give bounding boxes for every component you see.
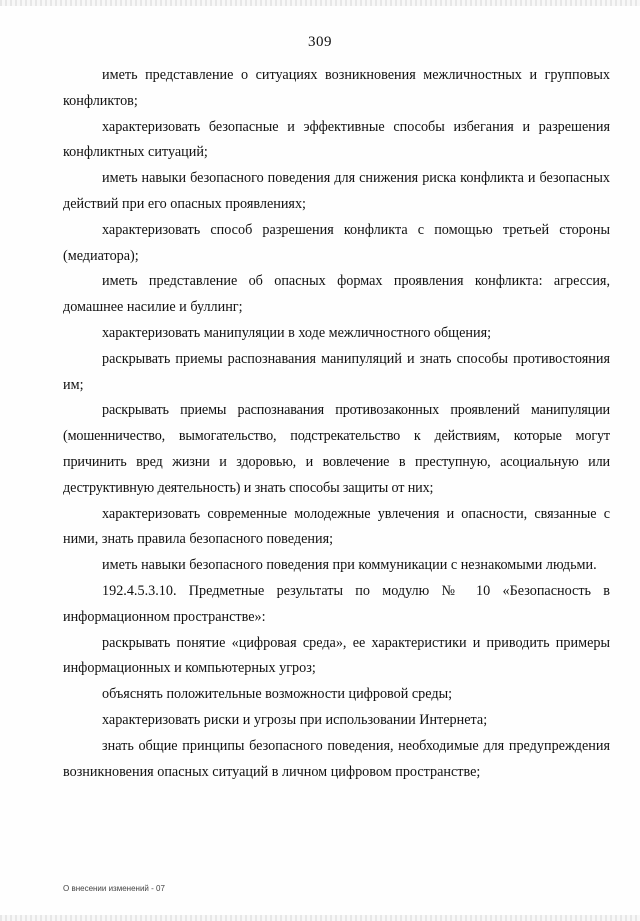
- paragraph: иметь навыки безопасного поведения для снижения риска конфликта и безопасных действий при его опасных проявлениях;: [63, 170, 610, 212]
- paragraph: характеризовать способ разрешения конфликта с помощью третьей стороны (медиатора);: [63, 221, 610, 264]
- paragraph: характеризовать безопасные и эффективные способы избегания и разрешения конфликтных ситуаций;: [63, 118, 610, 161]
- document-body: [63, 63, 610, 785]
- paragraph: знать общие принципы безопасного поведения, необходимые для предупреждения возникновения опасных ситуаций в личном цифровом пространстве;: [63, 737, 610, 780]
- scan-edge-top: [0, 0, 640, 6]
- paragraph: раскрывать приемы распознавания манипуляций и знать способы противостояния им;: [63, 350, 610, 393]
- paragraph: объяснять положительные возможности цифровой среды;: [102, 686, 453, 703]
- paragraph: характеризовать современные молодежные увлечения и опасности, связанные с ними, знать правила безопасного поведения;: [63, 505, 610, 548]
- footer-note: О внесении изменений - 07: [63, 884, 165, 893]
- paragraph: иметь навыки безопасного поведения при коммуникации с незнакомыми людьми.: [102, 557, 597, 574]
- paragraph: иметь представление о ситуациях возникновения межличностных и групповых конфликтов;: [63, 67, 610, 109]
- paragraph: характеризовать манипуляции в ходе межличностного общения;: [102, 324, 492, 341]
- section-heading-paragraph: 192.4.5.3.10. Предметные результаты по модулю № 10 «Безопасность в информационном пространстве»:: [63, 582, 610, 625]
- paragraph: раскрывать понятие «цифровая среда», ее характеристики и приводить примеры информационных и компьютерных угроз;: [63, 634, 610, 677]
- paragraph: раскрывать приемы распознавания противозаконных проявлений манипуляции (мошенничество, вымогательство, подстрекательство к действиям, которые могут причинить вред жизни и здоровью, и вовлечение в преступную, асоциальную или деструктивную деятельность) и знать способы защиты от них;: [63, 402, 610, 496]
- paragraph: иметь представление об опасных формах проявления конфликта: агрессия, домашнее насилие и буллинг;: [63, 273, 610, 316]
- page-number: 309: [308, 34, 332, 50]
- paragraph: характеризовать риски и угрозы при использовании Интернета;: [102, 711, 488, 728]
- scan-edge-bottom: [0, 915, 640, 921]
